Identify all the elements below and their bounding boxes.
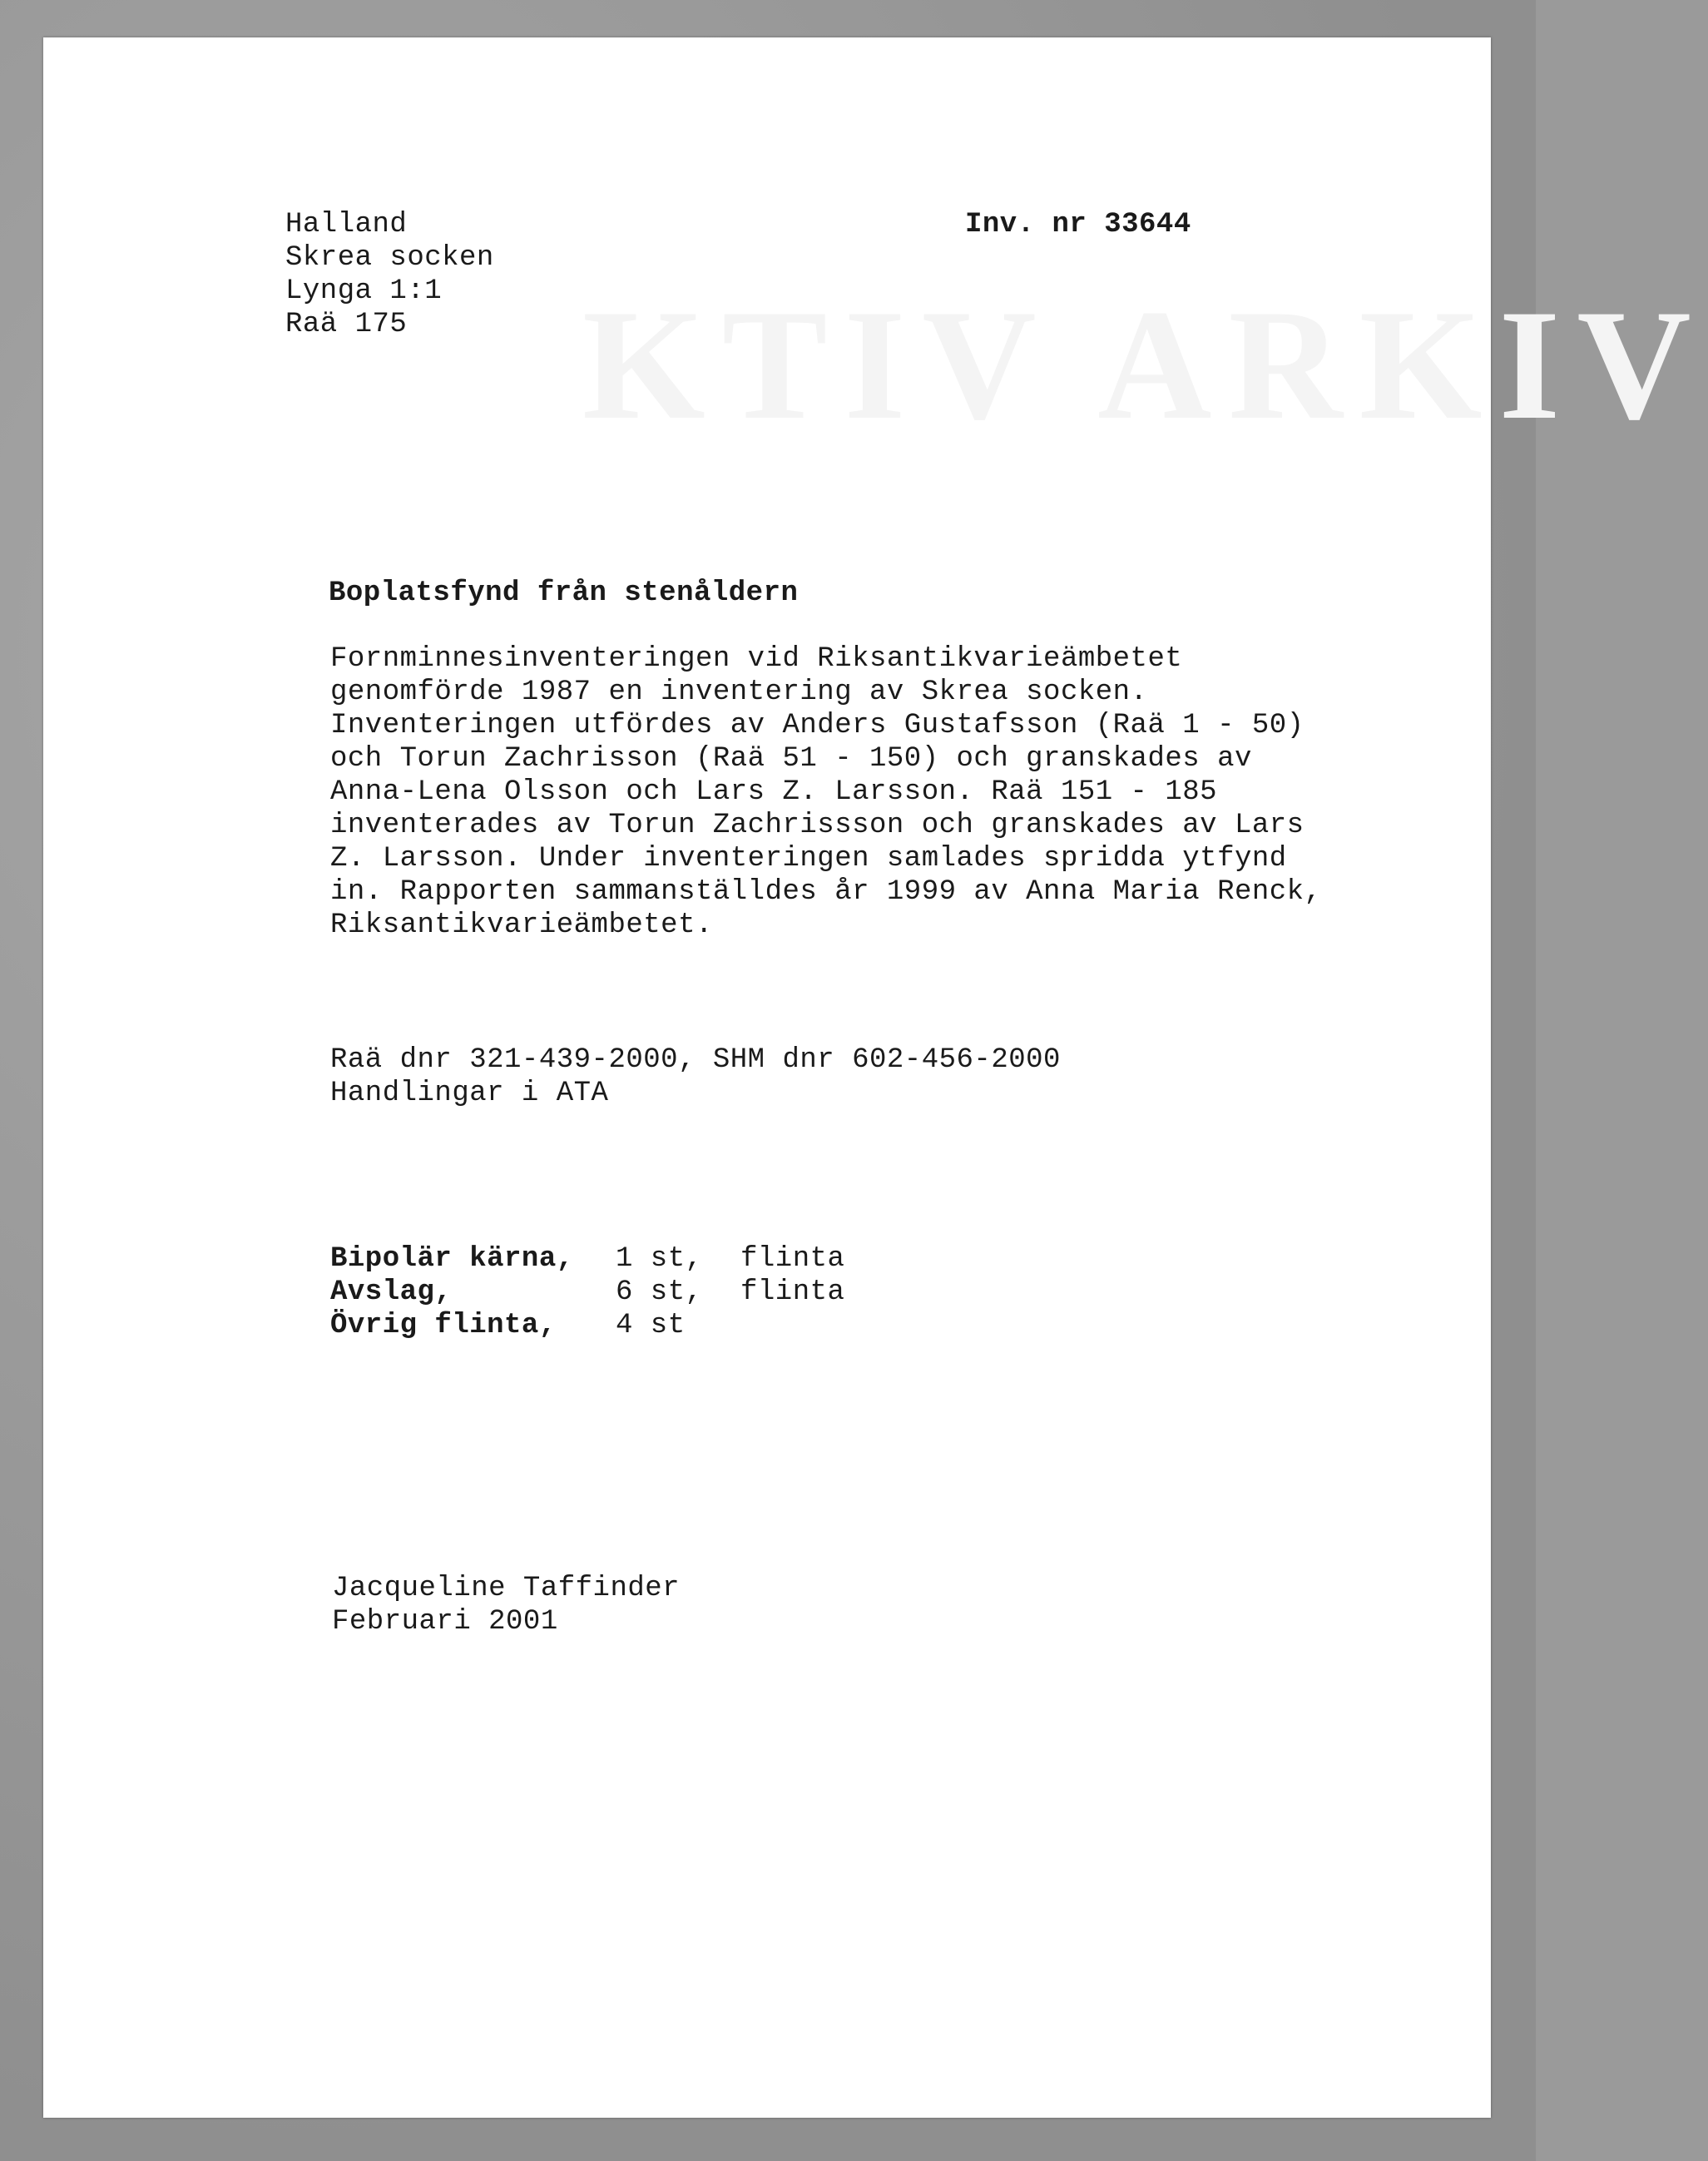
- find-quantity: 4 st: [616, 1310, 686, 1341]
- location-rae-number: Raä 175: [285, 309, 408, 340]
- paragraph-line: in. Rapporten sammanställdes år 1999 av Anna Maria Renck,: [330, 876, 1322, 908]
- find-row: [330, 1309, 844, 1342]
- find-row: [330, 1242, 844, 1276]
- location-block: [285, 208, 494, 341]
- inventory-number: Inv. nr 33644: [965, 209, 1191, 240]
- find-name: Övrig flinta,: [330, 1310, 557, 1341]
- paragraph-line: Z. Larsson. Under inventeringen samlades spridda ytfynd: [330, 843, 1287, 875]
- find-material: flinta: [740, 1243, 845, 1275]
- find-quantity: 1 st,: [616, 1243, 703, 1275]
- signature-block: [332, 1572, 680, 1638]
- description-paragraph: [330, 642, 1322, 942]
- find-name: Avslag,: [330, 1276, 453, 1308]
- paragraph-line: inventerades av Torun Zachrissson och granskades av Lars: [330, 810, 1305, 841]
- paragraph-line: Fornminnesinventeringen vid Riksantikvarieämbetet: [330, 643, 1183, 675]
- find-material: flinta: [740, 1276, 845, 1308]
- location-parish: Skrea socken: [285, 242, 494, 274]
- section-title: Boplatsfynd från stenåldern: [329, 577, 799, 609]
- records-block: [330, 1043, 1061, 1110]
- finds-list: [330, 1242, 844, 1342]
- find-quantity: 6 st,: [616, 1276, 703, 1308]
- paragraph-line: och Torun Zachrisson (Raä 51 - 150) och granskades av: [330, 743, 1252, 775]
- paragraph-line: Riksantikvarieämbetet.: [330, 910, 713, 941]
- record-archive: Handlingar i ATA: [330, 1078, 609, 1109]
- paragraph-line: genomförde 1987 en inventering av Skrea socken.: [330, 677, 1148, 708]
- paragraph-line: Inventeringen utfördes av Anders Gustafsson (Raä 1 - 50): [330, 710, 1305, 741]
- location-property: Lynga 1:1: [285, 275, 443, 307]
- find-row: [330, 1276, 844, 1309]
- author-name: Jacqueline Taffinder: [332, 1573, 681, 1604]
- author-date: Februari 2001: [332, 1606, 558, 1638]
- record-numbers: Raä dnr 321-439-2000, SHM dnr 602-456-2000: [330, 1044, 1061, 1076]
- paragraph-line: Anna-Lena Olsson och Lars Z. Larsson. Raä 151 - 185: [330, 776, 1218, 808]
- show-through-mark: KTIV ARKIV: [582, 278, 1708, 453]
- location-county: Halland: [285, 209, 408, 240]
- find-name: Bipolär kärna,: [330, 1243, 574, 1275]
